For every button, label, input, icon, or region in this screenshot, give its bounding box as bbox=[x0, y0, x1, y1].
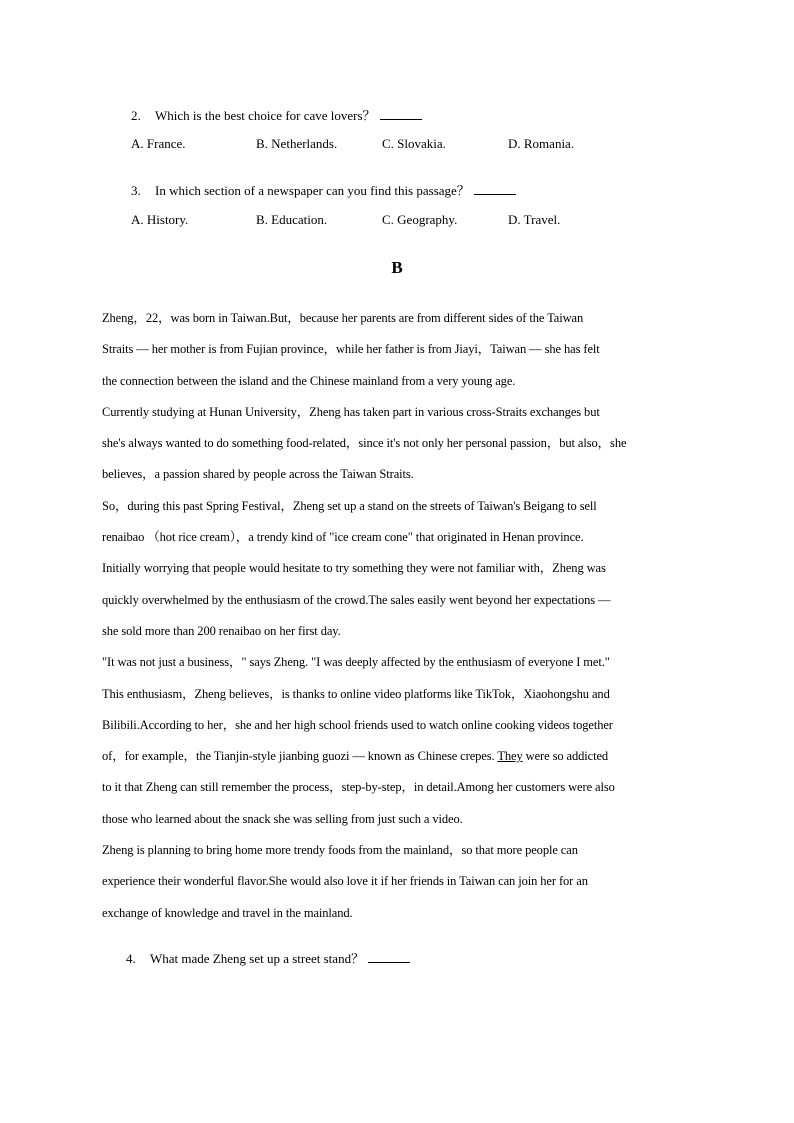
underlined-word: They bbox=[497, 749, 523, 764]
question-4 bbox=[126, 948, 410, 967]
passage-line: Initially worrying that people would hesitate to try something they were not familiar with，Zheng was bbox=[102, 561, 606, 576]
option-b: B. Education. bbox=[256, 212, 328, 227]
passage-line: So，during this past Spring Festival，Zheng set up a stand on the streets of Taiwan's Beigang to sell bbox=[102, 498, 597, 513]
passage-line: those who learned about the snack she was selling from just such a video. bbox=[102, 811, 463, 826]
passage-line: she's always wanted to do something food-related，since it's not only her personal passion，but also，she bbox=[102, 436, 627, 451]
passage-line: Straits — her mother is from Fujian province，while her father is from Jiayi，Taiwan — she has felt bbox=[102, 342, 600, 357]
answer-blank[interactable] bbox=[380, 107, 422, 120]
question-3 bbox=[131, 180, 516, 199]
question-number: 3. bbox=[131, 183, 141, 198]
option-c: C. Geography. bbox=[382, 212, 458, 227]
question-2 bbox=[131, 105, 422, 124]
passage-line: Bilibili.According to her，she and her high school friends used to watch online cooking videos together bbox=[102, 717, 613, 732]
section-heading: B bbox=[391, 258, 403, 277]
option-b: B. Netherlands. bbox=[256, 136, 338, 151]
option-a: A. France. bbox=[131, 136, 186, 151]
passage-text: of，for example，the Tianjin-style jianbing guozi — known as Chinese crepes. bbox=[102, 749, 495, 764]
option-d: D. Travel. bbox=[508, 212, 561, 227]
passage-line: This enthusiasm，Zheng believes，is thanks to online video platforms like TikTok，Xiaohongshu and bbox=[102, 686, 610, 701]
answer-blank[interactable] bbox=[368, 950, 410, 963]
passage-line: Zheng，22，was born in Taiwan.But，because her parents are from different sides of the Taiwan bbox=[102, 311, 584, 325]
passage-line: renaibao （hot rice cream），a trendy kind of "ice cream cone" that originated in Henan province. bbox=[102, 530, 584, 545]
passage-line: Zheng is planning to bring home more trendy foods from the mainland，so that more people can bbox=[102, 843, 578, 858]
question-number: 2. bbox=[131, 108, 141, 123]
passage-line: to it that Zheng can still remember the process，step-by-step，in detail.Among her customers were also bbox=[102, 780, 615, 795]
passage-line: experience their wonderful flavor.She would also love it if her friends in Taiwan can join her for an bbox=[102, 874, 588, 889]
reading-passage bbox=[102, 308, 702, 934]
passage-text: were so addicted bbox=[522, 749, 609, 764]
passage-line: "It was not just a business，" says Zheng. "I was deeply affected by the enthusiasm of everyone I met." bbox=[102, 655, 610, 670]
question-text: What made Zheng set up a street stand？ bbox=[150, 951, 365, 966]
question-text: In which section of a newspaper can you find this passage？ bbox=[155, 183, 470, 198]
passage-line: exchange of knowledge and travel in the mainland. bbox=[102, 905, 353, 920]
passage-line: quickly overwhelmed by the enthusiasm of the crowd.The sales easily went beyond her expectations — bbox=[102, 592, 611, 607]
question-number: 4. bbox=[126, 951, 136, 966]
option-c: C. Slovakia. bbox=[382, 136, 446, 151]
passage-line: the connection between the island and the Chinese mainland from a very young age. bbox=[102, 373, 516, 388]
question-3-options bbox=[131, 212, 731, 228]
option-a: A. History. bbox=[131, 212, 189, 227]
option-d: D. Romania. bbox=[508, 136, 575, 151]
passage-line: believes，a passion shared by people across the Taiwan Straits. bbox=[102, 467, 414, 482]
passage-line: Currently studying at Hunan University，Zheng has taken part in various cross-Straits exchanges but bbox=[102, 404, 600, 419]
passage-line bbox=[102, 746, 702, 777]
answer-blank[interactable] bbox=[474, 182, 516, 195]
passage-line: she sold more than 200 renaibao on her first day. bbox=[102, 623, 341, 638]
question-2-options bbox=[131, 136, 731, 152]
question-text: Which is the best choice for cave lovers？ bbox=[155, 108, 376, 123]
